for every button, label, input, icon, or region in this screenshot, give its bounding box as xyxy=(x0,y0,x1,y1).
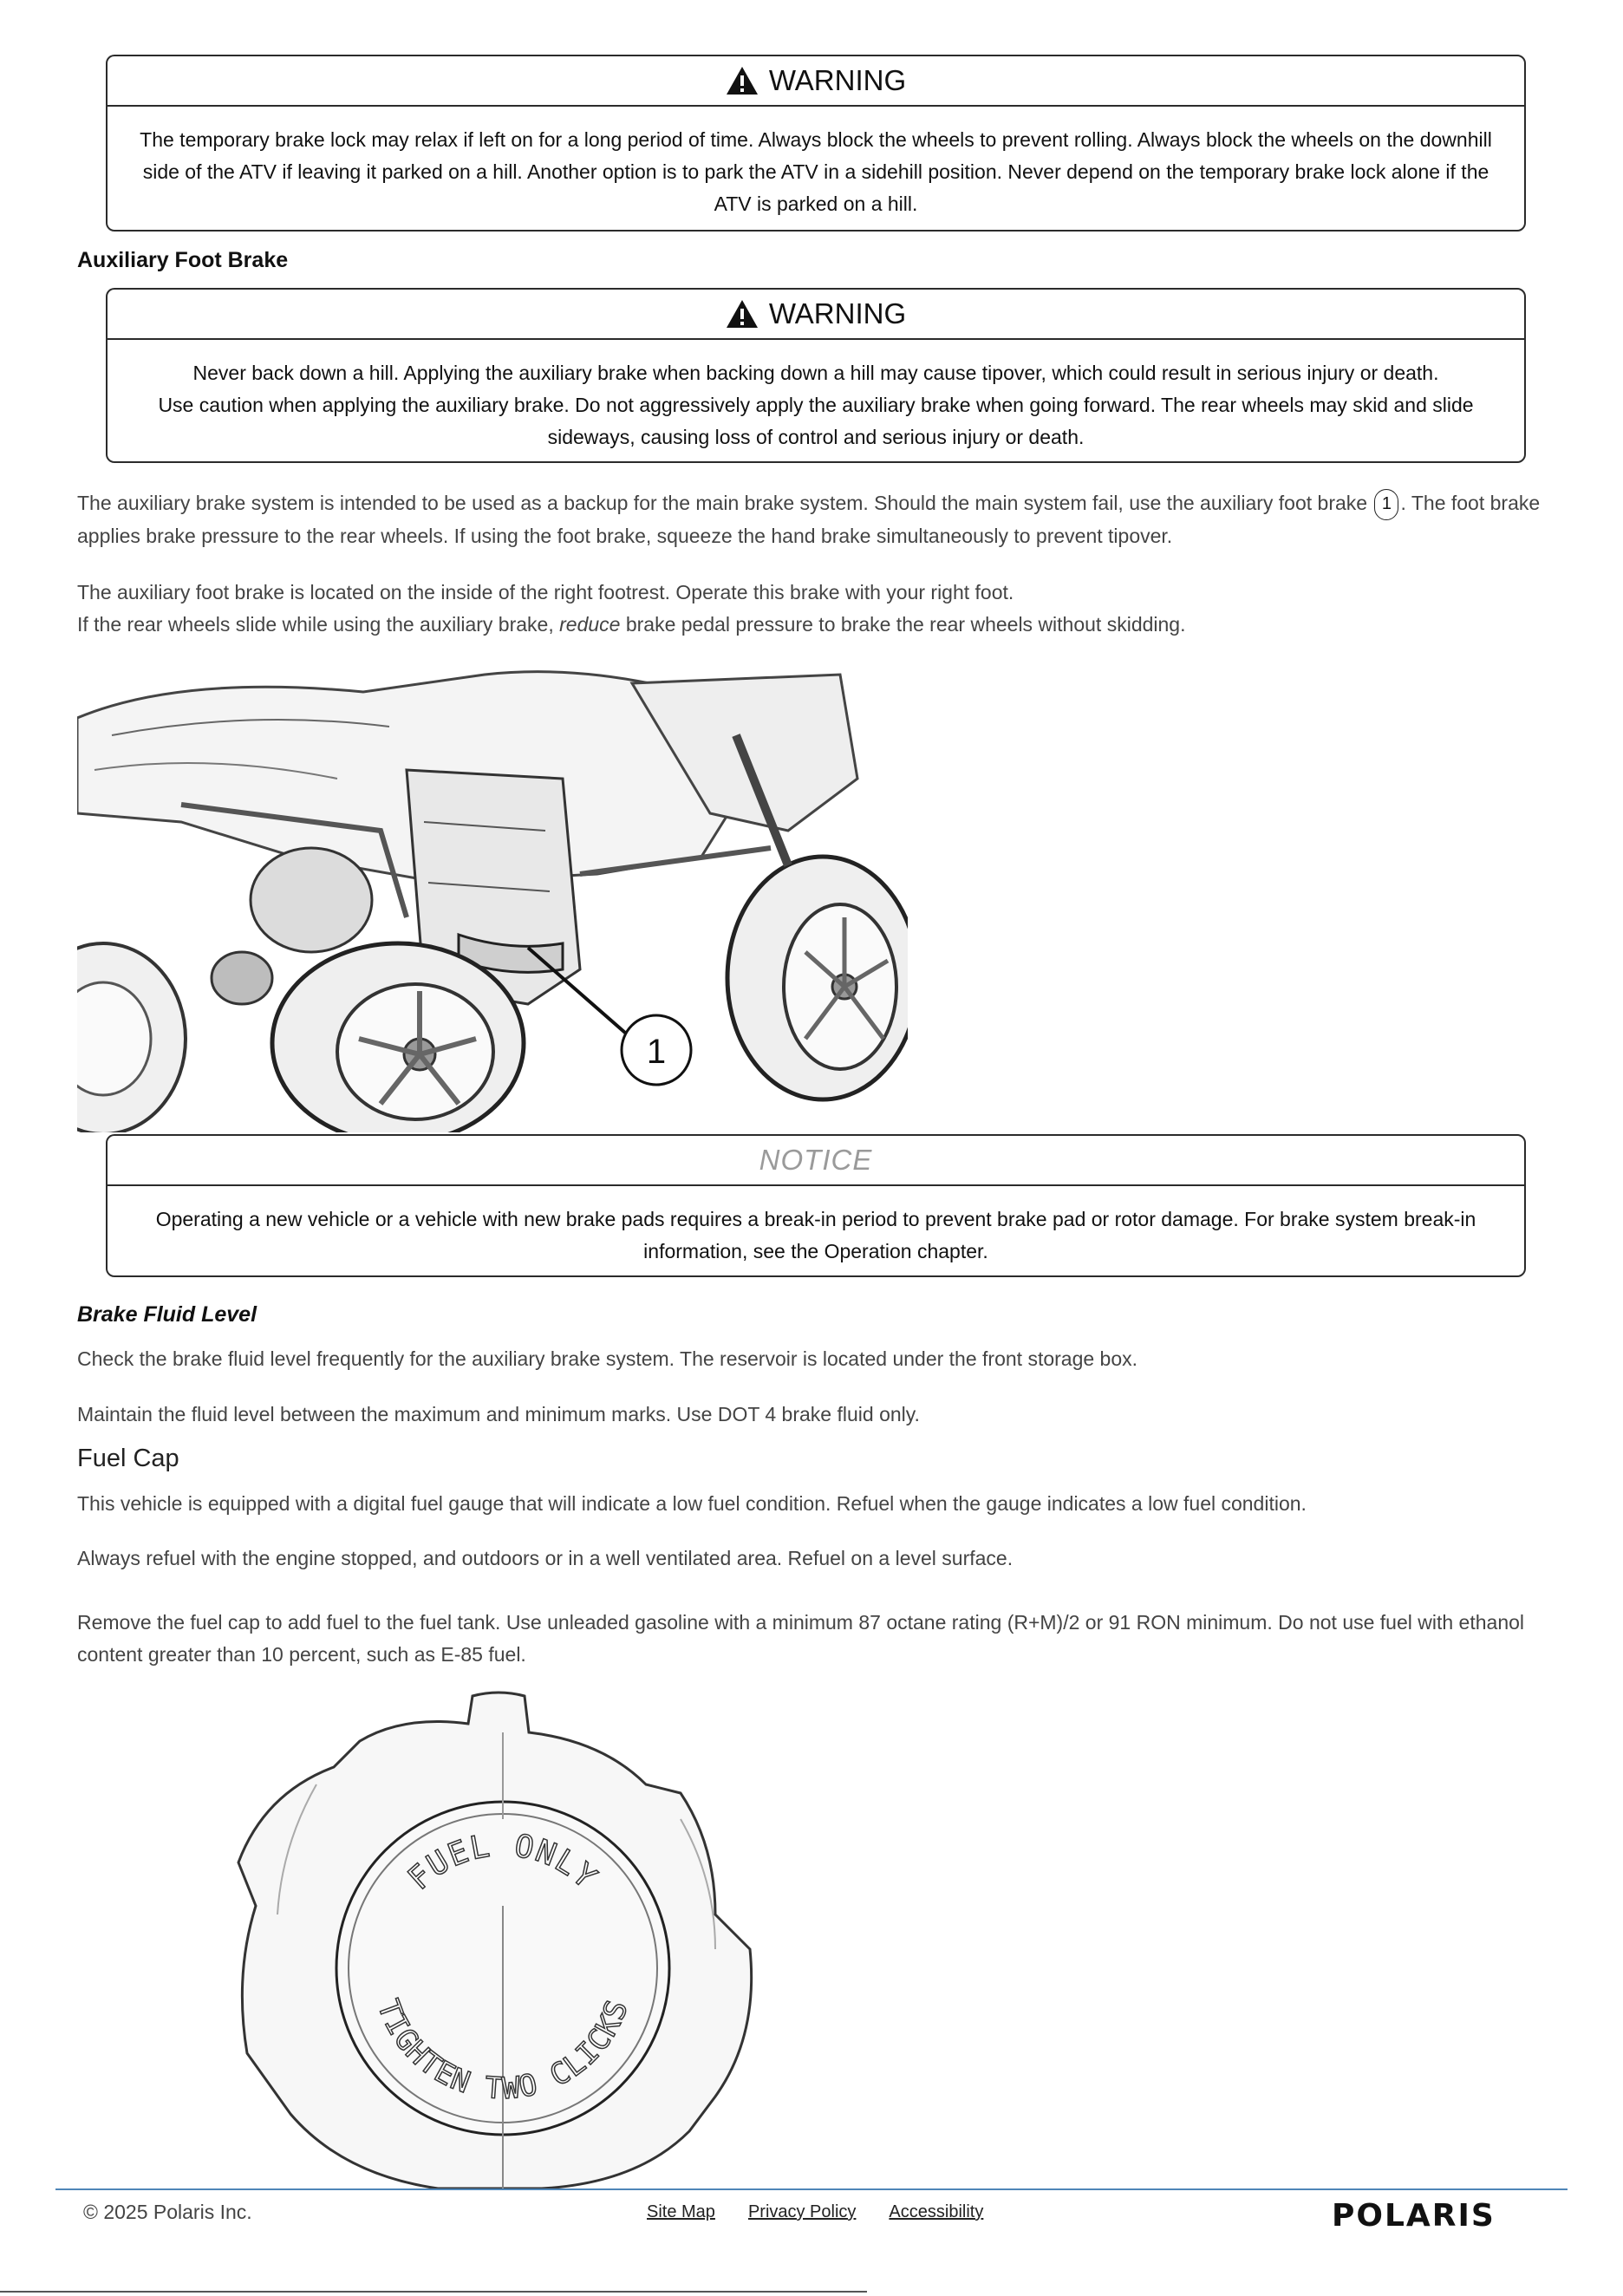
footer-links xyxy=(647,2202,983,2222)
cap-text-top: FUEL ONLY xyxy=(401,1828,604,1897)
warning-title: WARNING xyxy=(768,297,907,329)
warning-text: The temporary brake lock may relax if left on for a long period of time. Always block the wheels to prevent rolling. Always block the wheels on the downhill side of the ATV if leaving it parked on a hill. Another option is to park the ATV in a sidehill position. Never depend on the temporary brake lock alone if the ATV is parked on a hill. xyxy=(140,128,1492,215)
fuel-cap-paragraph-3: Remove the fuel cap to add fuel to the fuel tank. Use unleaded gasoline with a minimum 87 octane rating (R+M)/2 or 91 RON minimum. Do not use fuel with ethanol content greater than 10 percent, such as E-85 fuel. xyxy=(77,1611,1525,1666)
callout-marker: 1 xyxy=(1374,489,1398,520)
section-title-fuel-cap: Fuel Cap xyxy=(77,1445,179,1472)
fuel-cap-paragraph-2: Always refuel with the engine stopped, and outdoors or in a well ventilated area. Refuel on a level surface. xyxy=(77,1547,1014,1569)
warning-box-auxiliary-brake xyxy=(106,288,1526,463)
warning-header xyxy=(108,56,1524,107)
paragraph-text: brake pedal pressure to brake the rear wheels without skidding. xyxy=(620,613,1186,636)
figure-callout-1: 1 xyxy=(646,1033,667,1071)
warning-title: WARNING xyxy=(768,64,907,96)
warning-box-brake-lock xyxy=(106,55,1526,232)
section-title-auxiliary-foot-brake: Auxiliary Foot Brake xyxy=(77,248,289,272)
warning-line-1: Never back down a hill. Applying the auxiliary brake when backing down a hill may cause tipover, which could result in serious injury or death. xyxy=(192,362,1439,384)
footer-copyright: © 2025 Polaris Inc. xyxy=(83,2201,252,2223)
fuel-cap-paragraph-1: This vehicle is equipped with a digital fuel gauge that will indicate a low fuel condition. Refuel when the gauge indicates a low fuel condition. xyxy=(77,1492,1307,1515)
notice-box xyxy=(106,1134,1526,1277)
paragraph-text: If the rear wheels slide while using the auxiliary brake, xyxy=(77,613,560,636)
brand-wordmark: POLARIS xyxy=(1332,2199,1496,2230)
fuel-cap-illustration xyxy=(230,1689,767,2188)
notice-header: NOTICE xyxy=(108,1136,1524,1186)
aux-brake-paragraph-2 xyxy=(77,577,1551,641)
atv-foot-brake-illustration xyxy=(77,657,908,1132)
brake-fluid-paragraph-2: Maintain the fluid level between the maximum and minimum marks. Use DOT 4 brake fluid only. xyxy=(77,1403,920,1425)
warning-triangle-icon xyxy=(726,66,759,95)
footer-link-accessibility[interactable]: Accessibility xyxy=(889,2202,984,2221)
notice-text: Operating a new vehicle or a vehicle with new brake pads requires a break-in period to prevent brake pad or rotor damage. For brake system break-in information, see the Operation chapter. xyxy=(155,1208,1476,1262)
cap-text-bottom: TIGHTEN TWO CLICKS xyxy=(370,1995,636,2107)
emphasis-text: reduce xyxy=(559,613,621,636)
footer-link-site-map[interactable]: Site Map xyxy=(647,2202,715,2221)
aux-brake-paragraph-1 xyxy=(77,487,1551,552)
warning-triangle-icon xyxy=(726,299,759,329)
paragraph-text: . The foot brake applies brake pressure to the rear wheels. If using the foot brake, squeeze the hand brake simultaneously to prevent tipover. xyxy=(77,492,1541,547)
paragraph-text: The auxiliary brake system is intended to be used as a backup for the main brake system. Should the main system fail, use the auxiliary foot brake xyxy=(77,492,1373,514)
page-bottom-rule xyxy=(0,2291,867,2293)
polaris-logo[interactable] xyxy=(1332,2199,1540,2230)
warning-header xyxy=(108,290,1524,340)
footer-link-privacy-policy[interactable]: Privacy Policy xyxy=(747,2202,857,2221)
footer-divider xyxy=(55,2188,1568,2190)
warning-text xyxy=(108,340,1524,463)
brake-fluid-paragraph-1: Check the brake fluid level frequently for the auxiliary brake system. The reservoir is located under the front storage box. xyxy=(77,1347,1138,1370)
section-title-brake-fluid-level: Brake Fluid Level xyxy=(77,1302,257,1327)
paragraph-line xyxy=(77,609,1551,641)
paragraph-line: The auxiliary foot brake is located on the inside of the right footrest. Operate this brake with your right foot. xyxy=(77,581,1014,603)
warning-line-2: Use caution when applying the auxiliary brake. Do not aggressively apply the auxiliary brake when going forward. The rear wheels may skid and slide sideways, causing loss of control and serious injury or death. xyxy=(158,394,1474,448)
